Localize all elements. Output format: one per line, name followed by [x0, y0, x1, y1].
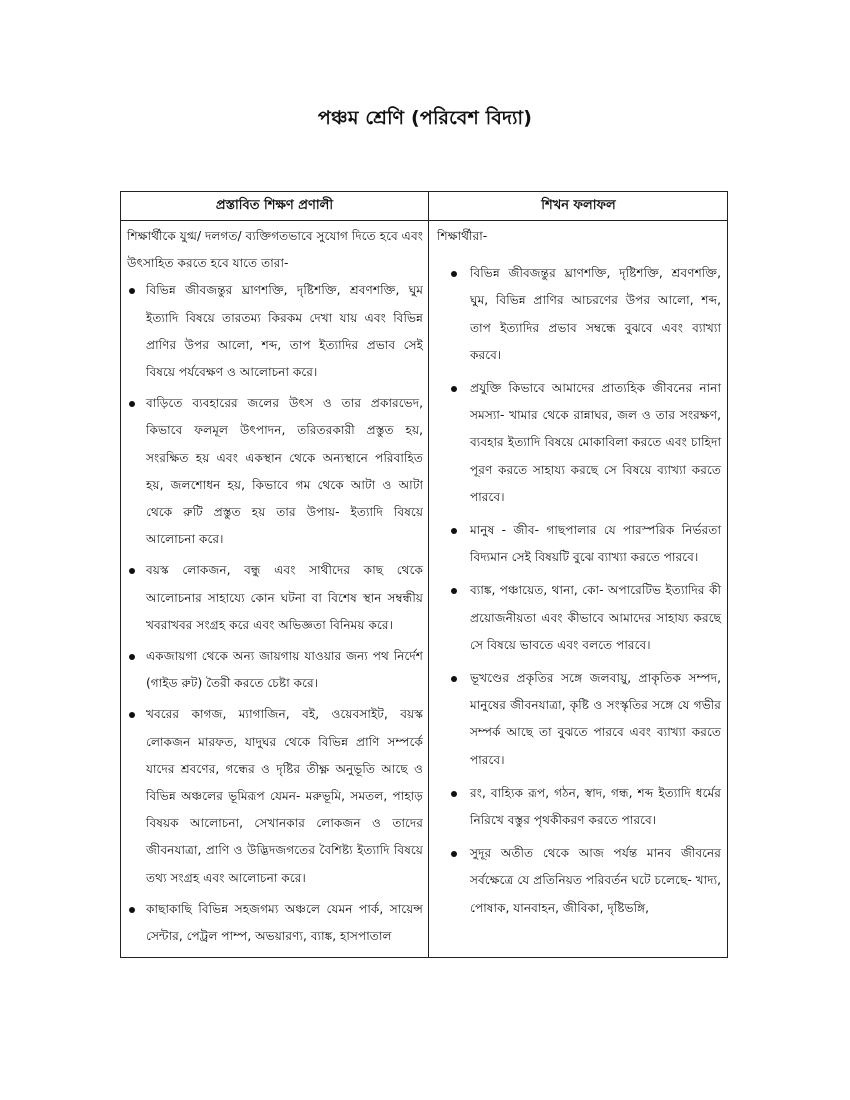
bullet-icon — [129, 654, 135, 660]
list-item-text: বাড়িতে ব্যবহারের জলের উৎস ও তার প্রকারভেদ, কিভাবে ফলমূল উৎপাদন, তরিতরকারী প্রস্তুত হয়, সংরক্ষিত হয় এবং একস্থান থেকে অন্যস্থানে পরিবাহিত হয়, জলশোধন হয়, কিভাবে গম থেকে আটা ও আটা থেকে রুটি প্রস্তুত হয় তার উপায়- ইত্যাদি বিষয়ে আলোচনা করে। — [146, 396, 423, 547]
bullet-icon — [129, 288, 135, 294]
list-item — [127, 643, 423, 697]
header-learning-outcome: শিখন ফলাফল — [541, 198, 616, 213]
list-item — [127, 701, 423, 891]
list-item — [127, 390, 423, 553]
bullet-icon — [129, 401, 135, 407]
list-item-text: বিভিন্ন জীবজন্তুর ঘ্রাণশক্তি, দৃষ্টিশক্তি, শ্রবণশক্তি, ঘুম, বিভিন্ন প্রাণির আচরণের উপর আলো, শব্দ, তাপ ইত্যাদির প্রভাব সম্বন্ধে বুঝবে এবং ব্যাখ্যা করবে। — [470, 266, 721, 362]
bullet-icon — [451, 791, 457, 797]
bullet-icon — [129, 907, 135, 913]
list-item — [127, 896, 423, 950]
teaching-method-column — [127, 223, 423, 954]
list-item-text: মানুষ - জীব- গাছপালার যে পারস্পরিক নির্ভরতা বিদ্যমান সেই বিষয়টি বুঝে ব্যাখ্যা করতে পারবে। — [470, 523, 721, 565]
list-item — [437, 780, 721, 834]
header-teaching-method: প্রস্তাবিত শিক্ষণ প্রণালী — [215, 198, 334, 213]
bullet-icon — [451, 588, 457, 594]
list-item — [127, 277, 423, 386]
bullet-icon — [451, 528, 457, 534]
list-item-text: প্রযুক্তি কিভাবে আমাদের প্রাত্যহিক জীবনের নানা সমস্যা- খামার থেকে রান্নাঘর, জল ও তার সংরক্ষণ, ব্যবহার ইত্যাদি বিষয়ে মোকাবিলা করতে এবং চাহিদা পূরণ করতে সাহায্য করছে সে বিষয়ে ব্যাখ্যা করতে পারবে। — [470, 381, 721, 504]
list-item — [437, 840, 721, 922]
list-item — [437, 375, 721, 511]
list-item — [127, 557, 423, 639]
bullet-icon — [451, 851, 457, 857]
list-item-text: খবরের কাগজ, ম্যাগাজিন, বই, ওয়েবসাইট, বয়স্ক লোকজন মারফত, যাদুঘর থেকে বিভিন্ন প্রাণি সম্পর্কে যাদের শ্রবণের, গন্ধের ও দৃষ্টির তীক্ষ্ণ অনুভূতি আছে ও বিভিন্ন অঞ্চলের ভূমিরূপ যেমন- মরুভূমি, সমতল, পাহাড় বিষয়ক আলোচনা, সেখানকার লোকজন ও তাদের জীবনযাত্রা, প্রাণি ও উদ্ভিদজগতের বৈশিষ্ট্য ইত্যাদি বিষয়ে তথ্য সংগ্রহ এবং আলোচনা করে। — [146, 707, 423, 885]
curriculum-table — [120, 191, 728, 958]
list-item-text: একজায়গা থেকে অন্য জায়গায় যাওয়ার জন্য পথ নির্দেশ (গাইড রুট) তৈরী করতে চেষ্টা করে। — [146, 649, 423, 691]
learning-outcome-list — [437, 260, 721, 922]
learning-outcome-intro: শিক্ষার্থীরা- — [437, 229, 488, 243]
teaching-method-intro: শিক্ষার্থীকে যুগ্ম/ দলগত/ ব্যক্তিগতভাবে সুযোগ দিতে হবে এবং উৎসাহিত করতে হবে যাতে তারা- — [127, 229, 423, 271]
bullet-icon — [129, 712, 135, 718]
page-title: পঞ্চম শ্রেণি (পরিবেশ বিদ্যা) — [317, 107, 533, 129]
list-item-text: কাছাকাছি বিভিন্ন সহজগম্য অঞ্চলে যেমন পার্ক, সায়েন্স সেন্টার, পেট্রল পাম্প, অভয়ারণ্য, ব্যাঙ্ক, হাসপাতাল — [146, 901, 423, 944]
bullet-icon — [129, 568, 135, 574]
list-item-text: ব্যাঙ্ক, পঞ্চায়েত, থানা, কো- অপারেটিভ ইত্যাদির কী প্রয়োজনীয়তা এবং কীভাবে আমাদের সাহায্য করছে সে বিষয়ে ভাবতে এবং বলতে পারবে। — [470, 583, 721, 652]
list-item — [437, 517, 721, 571]
list-item-text: রং, বাহ্যিক রূপ, গঠন, স্বাদ, গন্ধ, শব্দ ইত্যাদি ধর্মের নিরিখে বস্তুর পৃথকীকরণ করতে পারবে। — [470, 785, 721, 828]
list-item-text: বয়স্ক লোকজন, বন্ধু এবং সাথীদের কাছ থেকে আলোচনার সাহায্যে কোন ঘটনা বা বিশেষ স্থান সম্বন্ধীয় খবরাখবর সংগ্রহ করে এবং অভিজ্ঞতা বিনিময় করে। — [146, 563, 423, 632]
list-item — [437, 665, 721, 774]
column-divider — [428, 192, 429, 957]
bullet-icon — [451, 676, 457, 682]
learning-outcome-column — [437, 223, 721, 928]
table-header-row — [121, 192, 727, 221]
bullet-icon — [451, 386, 457, 392]
list-item-text: সুদূর অতীত থেকে আজ পর্যন্ত মানব জীবনের সর্বক্ষেত্রে যে প্রতিনিয়ত পরিবর্তন ঘটে চলেছে- খাদ্য, পোষাক, যানবাহন, জীবিকা, দৃষ্টিভঙ্গি, — [470, 846, 721, 915]
list-item-text: বিভিন্ন জীবজন্তুর ঘ্রাণশক্তি, দৃষ্টিশক্তি, শ্রবণশক্তি, ঘুম ইত্যাদি বিষয়ে তারতম্য কিরকম দেখা যায় এবং বিভিন্ন প্রাণির উপর আলো, শব্দ, তাপ ইত্যাদির প্রভাব সেই বিষয়ে পর্যবেক্ষণ ও আলোচনা করে। — [146, 283, 423, 380]
teaching-method-list — [127, 277, 423, 950]
list-item — [437, 577, 721, 659]
bullet-icon — [451, 271, 457, 277]
list-item — [437, 260, 721, 369]
list-item-text: ভূখণ্ডের প্রকৃতির সঙ্গে জলবায়ু, প্রাকৃতিক সম্পদ, মানুষের জীবনযাত্রা, কৃষ্টি ও সংস্কৃতির সঙ্গে যে গভীর সম্পর্ক আছে তা বুঝতে পারবে এবং ব্যাখ্যা করতে পারবে। — [470, 671, 721, 767]
